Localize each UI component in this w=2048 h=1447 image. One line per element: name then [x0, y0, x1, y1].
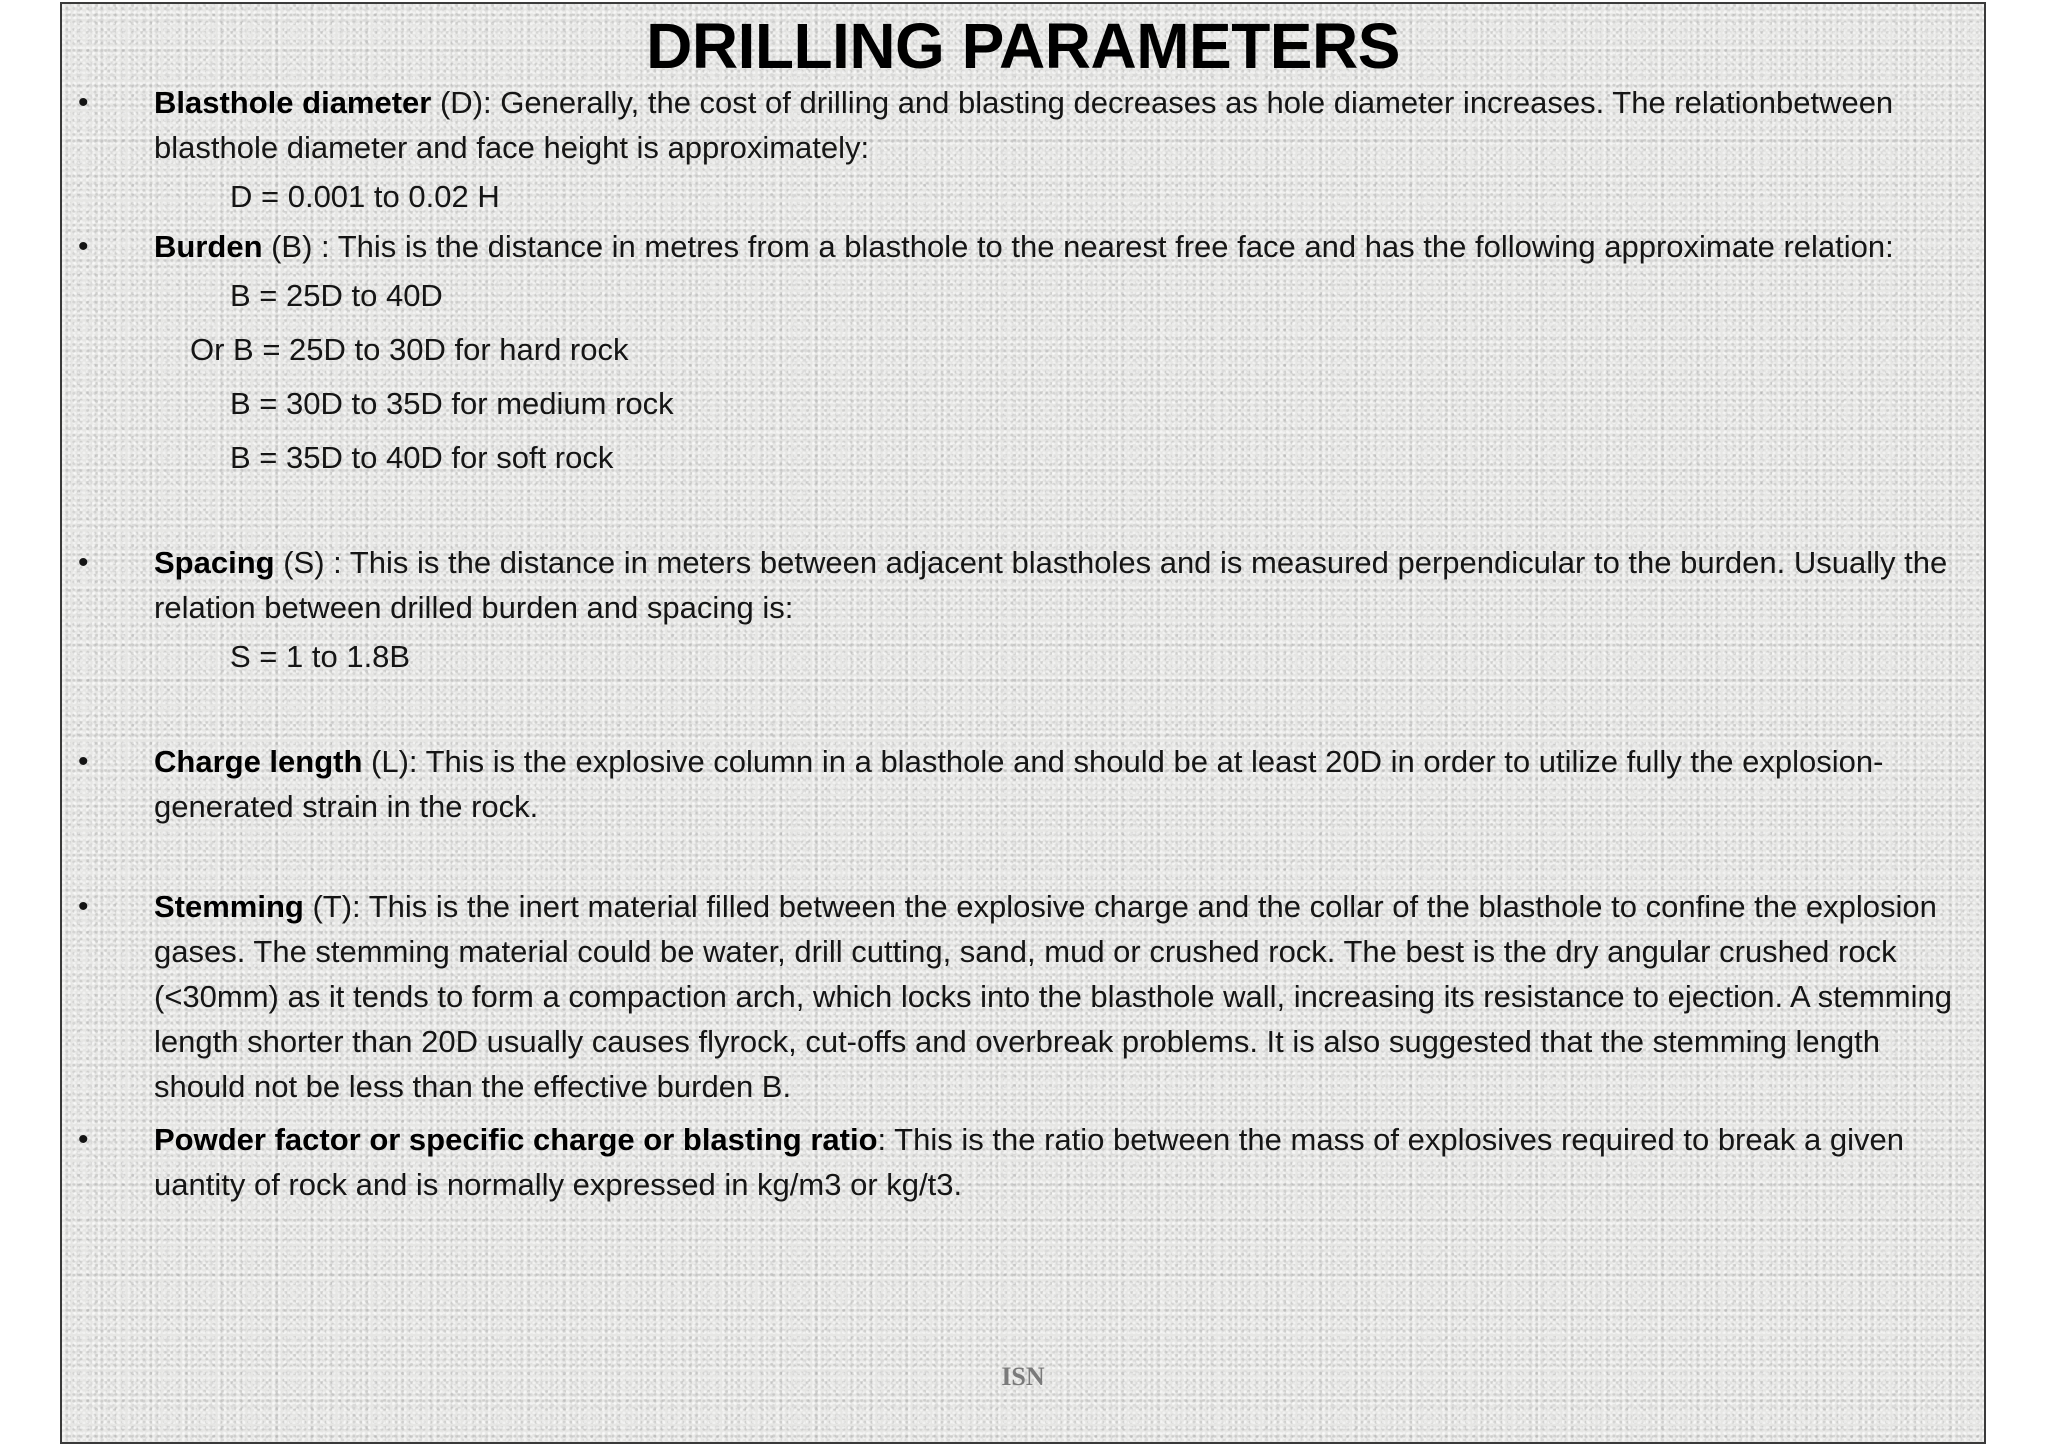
list-item-stemming	[62, 884, 1986, 1109]
bullet-icon: •	[78, 890, 89, 923]
item-text: (D): Generally, the cost of drilling and blasting decreases as hole diameter increases. The relationbetween blasthole diameter and face height is approximately:	[154, 85, 1894, 165]
bullet-icon: •	[78, 230, 89, 263]
bullet-icon: •	[78, 546, 89, 579]
spacer	[62, 829, 1986, 884]
formula-line: B = 25D to 40D	[230, 278, 443, 313]
list-item-powder-factor	[62, 1117, 1986, 1207]
item-text: (S) : This is the distance in meters between adjacent blastholes and is measured perpendicular to the burden. Usually the relation between drilled burden and spacing is:	[154, 545, 1948, 625]
footer-label: ISN	[1001, 1362, 1045, 1391]
term-label: Spacing	[154, 545, 275, 580]
term-label: Powder factor or specific charge or blasting ratio	[154, 1122, 878, 1157]
slide	[60, 2, 1986, 1444]
term-label: Charge length	[154, 744, 363, 779]
list-item-blasthole-diameter	[62, 80, 1986, 170]
bullet-icon: •	[78, 1123, 89, 1156]
formula-line: S = 1 to 1.8B	[230, 639, 411, 674]
item-text: (B) : This is the distance in metres from a blasthole to the nearest free face and has the following approximate relation:	[262, 229, 1894, 264]
bullet-icon: •	[78, 745, 89, 778]
item-text: : This is the ratio between the mass of explosives required to break a given uantity of rock and is normally expressed in kg/m3 or kg/t3.	[154, 1122, 1904, 1202]
term-label: Stemming	[154, 889, 304, 924]
item-text: (L): This is the explosive column in a blasthole and should be at least 20D in order to utilize fully the explosion-generated strain in the rock.	[154, 744, 1884, 824]
formula-line: Or B = 25D to 30D for hard rock	[190, 332, 629, 367]
term-label: Burden	[154, 229, 263, 264]
item-text: (T): This is the inert material filled between the explosive charge and the collar of the blasthole to confine the explosion gases. The stemming material could be water, drill cutting, sand, mud or crushed rock. The best is the dry angular crushed rock (<30mm) as it tends to form a compaction arch, which locks into the blasthole wall, increasing its resistance to ejection. A stemming length shorter than 20D usually causes flyrock, cut-offs and overbreak problems. It is also suggested that the stemming length should not be less than the effective burden B.	[154, 889, 1952, 1104]
slide-content	[62, 80, 1986, 1207]
spacer	[62, 1109, 1986, 1117]
bullet-icon: •	[78, 86, 89, 119]
formula-line: D = 0.001 to 0.02 H	[230, 179, 500, 214]
page-title: DRILLING PARAMETERS	[646, 10, 1400, 82]
list-item-spacing	[62, 540, 1986, 630]
spacer	[62, 485, 1986, 540]
formula-line: B = 30D to 35D for medium rock	[230, 386, 674, 421]
list-item-burden	[62, 224, 1986, 269]
spacer	[62, 684, 1986, 739]
formula-line: B = 35D to 40D for soft rock	[230, 440, 614, 475]
list-item-charge-length	[62, 739, 1986, 829]
term-label: Blasthole diameter	[154, 85, 432, 120]
